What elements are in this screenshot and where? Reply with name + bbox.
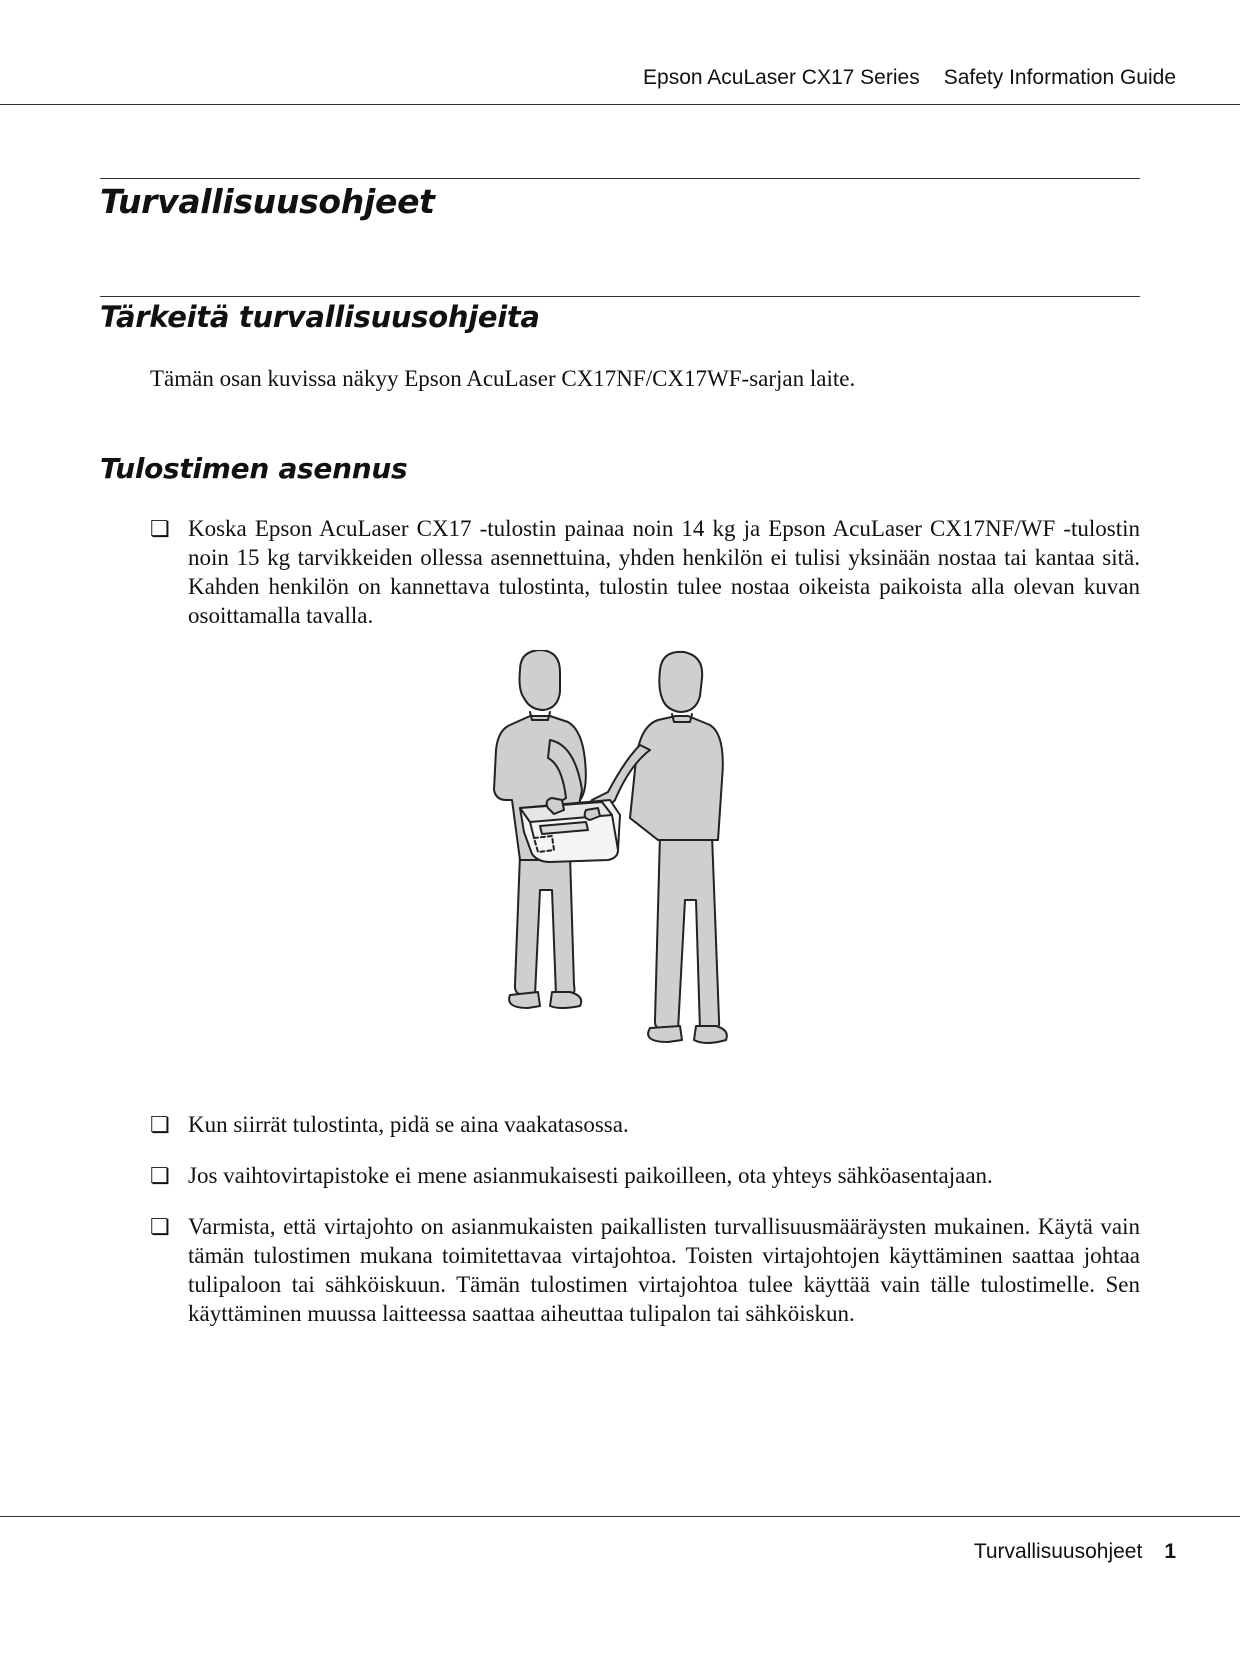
two-person-lift-illustration [490,650,750,1080]
bullet-box-icon: ❏ [150,1214,170,1239]
footer-label: Turvallisuusohjeet [973,1540,1143,1563]
list-item [150,1110,1140,1139]
chapter-rule [100,178,1140,179]
section-title: Tärkeitä turvallisuusohjeita [100,300,540,334]
section-intro: Tämän osan kuvissa näkyy Epson AcuLaser CX17NF/CX17WF-sarjan laite. [150,366,856,391]
list-item-text: Kun siirrät tulostinta, pidä se aina vaakatasossa. [188,1112,629,1137]
person-left-legs [515,855,575,995]
list-item-text: Varmista, että virtajohto on asianmukaisten paikallisten turvallisuusmääräysten mukainen. Käytä vain tämän tulostimen mukana toimitettavaa virtajohtoa. Toisten virtajohtojen käyttäminen saattaa johtaa tulipaloon tai sähköiskuun. Tämän tulostimen virtajohtoa tulee käyttää vain tälle tulostimelle. Sen käyttäminen muussa laitteessa saattaa aiheuttaa tulipalon tai sähköiskun. [188,1214,1140,1326]
subsection-title: Tulostimen asennus [100,452,408,485]
list-item [150,514,1140,630]
person-left-shoes [509,992,581,1008]
bullet-box-icon: ❏ [150,1112,170,1137]
header-text [643,66,1176,90]
header-guide: Safety Information Guide [943,66,1176,89]
chapter-title: Turvallisuusohjeet [100,182,435,221]
page-footer [974,1540,1176,1564]
header-product: Epson AcuLaser CX17 Series [643,66,920,89]
footer-rule [0,1516,1240,1517]
person-right-torso [630,716,723,840]
person-right-head [659,652,702,712]
page-number: 1 [1164,1540,1176,1563]
list-item-text: Koska Epson AcuLaser CX17 -tulostin painaa noin 14 kg ja Epson AcuLaser CX17NF/WF -tulostin noin 15 kg tarvikkeiden ollessa asennettuina, yhden henkilön ei tulisi yksinään nostaa tai kantaa sitä. Kahden henkilön on kannettava tulostinta, tulostin tulee nostaa oikeista paikoista alla olevan kuvan osoittamalla tavalla. [188,516,1140,628]
person-right-shoes [648,1026,727,1043]
section-rule [100,296,1140,297]
list-item-text: Jos vaihtovirtapistoke ei mene asianmukaisesti paikoilleen, ota yhteys sähköasentajaan. [188,1163,993,1188]
bullet-box-icon: ❏ [150,516,170,541]
person-left-head [520,650,561,710]
page-header [0,60,1240,105]
person-right-legs [655,835,719,1030]
list-item [150,1161,1140,1190]
bullet-box-icon: ❏ [150,1163,170,1188]
list-item [150,1212,1140,1328]
